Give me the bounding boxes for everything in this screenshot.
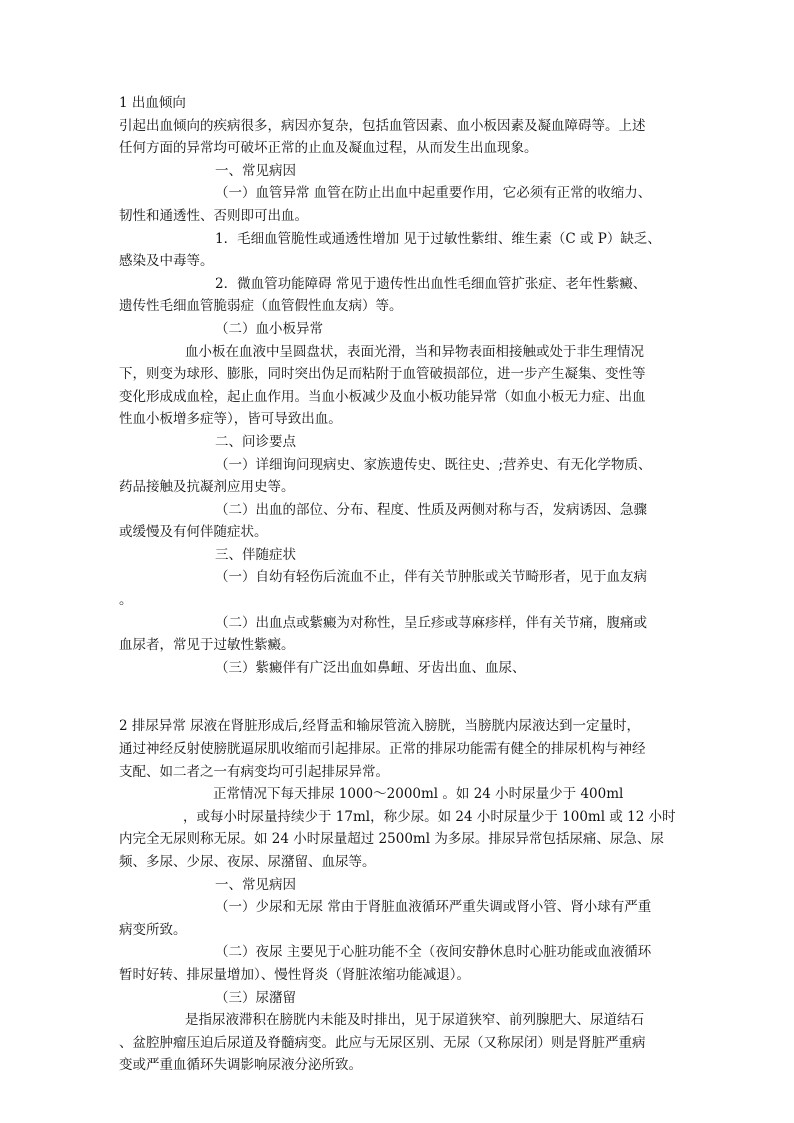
paragraph-line: 变或严重血循环失调影响尿液分泌所致。	[119, 1057, 362, 1074]
paragraph-line: 、盆腔肿瘤压迫后尿道及脊髓病变。此应与无尿区别、无尿（又称尿闭）则是肾脏严重病	[119, 1034, 646, 1051]
section-title-line: 2 排尿异常 尿液在肾脏形成后,经肾盂和输尿管流入膀胱，当膀胱内尿液达到一定量时，	[119, 718, 640, 735]
paragraph-line: （一）详细询问现病史、家族遗传史、既往史、;营养史、有无化学物质、	[215, 456, 652, 473]
paragraph-line: 正常情况下每天排尿 1000～2000ml 。如 24 小时尿量少于 400ml	[213, 786, 624, 803]
paragraph-line: 频、多尿、少尿、夜尿、尿潴留、血尿等。	[119, 854, 376, 870]
subheading: 三、伴随症状	[215, 546, 296, 563]
paragraph-line: 是指尿液滞积在膀胱内未能及时排出，见于尿道狭窄、前列腺肥大、尿道结石	[185, 1012, 644, 1029]
paragraph-line: 病变所致。	[119, 921, 187, 938]
paragraph-line: 。	[119, 592, 133, 609]
paragraph-line: 引起出血倾向的疾病很多，病因亦复杂，包括血管因素、血小板因素及凝血障碍等。上述	[119, 117, 646, 134]
document-page	[119, 92, 675, 1077]
subheading: 一、常见病因	[215, 162, 296, 179]
paragraph-line: 韧性和通透性、否则即可出血。	[119, 207, 308, 224]
subheading: （二）血小板异常	[215, 320, 323, 337]
subheading: 二、问诊要点	[215, 433, 296, 450]
paragraph-line: （一）少尿和无尿 常由于肾脏血液循环严重失调或肾小管、肾小球有严重	[215, 899, 652, 916]
paragraph-line: 内完全无尿则称无尿。如 24 小时尿量超过 2500ml 为多尿。排尿异常包括尿痛、尿急、尿	[119, 831, 664, 848]
paragraph-line: （二）夜尿 主要见于心脏功能不全（夜间安静休息时心脏功能或血液循环	[215, 944, 652, 961]
paragraph-line: （二）出血的部位、分布、程度、性质及两侧对称与否，发病诱因、急骤	[215, 501, 647, 518]
paragraph-line: （三）紫癜伴有广泛出血如鼻衄、牙齿出血、血尿、	[215, 659, 526, 676]
paragraph-line: 感染及中毒等。	[119, 253, 214, 270]
paragraph-line: 下，则变为球形、膨胀，同时突出伪足而粘附于血管破损部位，进一步产生凝集、变性等	[119, 366, 646, 383]
paragraph-line: 1．毛细血管脆性或通透性增加 见于过敏性紫绀、维生素（C 或 P）缺乏、	[215, 230, 661, 247]
section-title: 1 出血倾向	[119, 95, 186, 111]
paragraph-line: 性血小板增多症等），皆可导致出血。	[119, 411, 342, 428]
paragraph-line: （二）出血点或紫癜为对称性，呈丘疹或荨麻疹样，伴有关节痛，腹痛或	[215, 614, 647, 631]
subheading: 一、常见病因	[215, 876, 296, 893]
paragraph-line: 血小板在血液中呈圆盘状，表面光滑，当和异物表面相接触或处于非生理情况	[185, 343, 644, 360]
paragraph-line: 通过神经反射使膀胱逼尿肌收缩而引起排尿。正常的排尿功能需有健全的排尿机构与神经	[119, 741, 646, 758]
paragraph-line: 或缓慢及有何伴随症状。	[119, 524, 268, 541]
paragraph-line: 暂时好转、排尿量增加）、慢性肾炎（肾脏浓缩功能减退）。	[119, 966, 470, 983]
paragraph-line: 遗传性毛细血管脆弱症（血管假性血友病）等。	[119, 298, 403, 315]
paragraph-line: 支配、如二者之一有病变均可引起排尿异常。	[119, 763, 389, 780]
subheading: （三）尿潴留	[215, 989, 296, 1006]
paragraph-line: 血尿者，常见于过敏性紫癜。	[119, 637, 295, 654]
paragraph-line: 药品接触及抗凝剂应用史等。	[119, 479, 295, 496]
paragraph-line: （一）血管异常 血管在防止出血中起重要作用，它必须有正常的收缩力、	[215, 185, 652, 202]
paragraph-line: 2．微血管功能障碍 常见于遗传性出血性毛细血管扩张症、老年性紫癜、	[215, 275, 647, 292]
paragraph-line: 变化形成成血栓，起止血作用。当血小板减少及血小板功能异常（如血小板无力症、出血	[119, 388, 646, 405]
section-gap	[119, 679, 675, 715]
paragraph-line: 任何方面的异常均可破坏正常的止血及凝血过程，从而发生出血现象。	[119, 140, 538, 157]
paragraph-line: （一）自幼有轻伤后流血不止，伴有关节肿胀或关节畸形者，见于血友病	[215, 569, 647, 586]
paragraph-line: ，或每小时尿量持续少于 17ml，称少尿。如 24 小时尿量少于 100ml 或 12 小时	[183, 808, 676, 825]
